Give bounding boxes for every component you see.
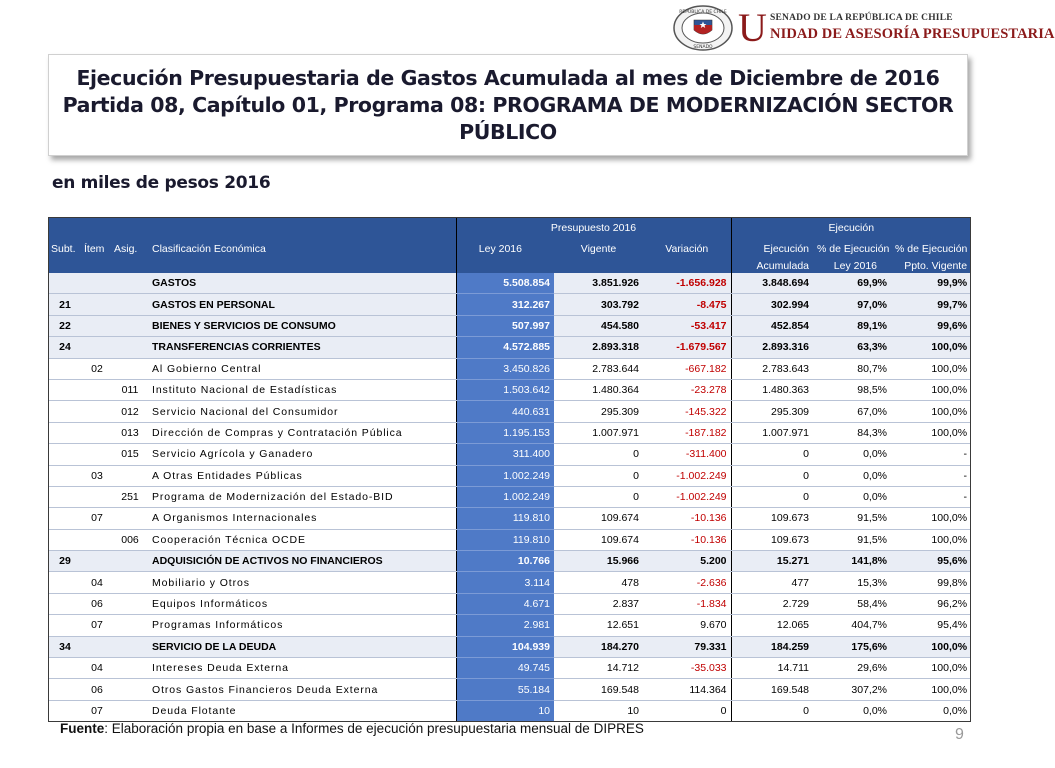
cell-subt: 24 bbox=[48, 337, 82, 358]
cell-pct-vig: 100,0% bbox=[891, 358, 971, 379]
cell-subt bbox=[48, 401, 82, 422]
cell-pct-ley: 15,3% bbox=[813, 572, 891, 593]
cell-name: Al Gobierno Central bbox=[148, 358, 456, 379]
cell-vigente: 0 bbox=[554, 444, 643, 465]
cell-ley: 3.114 bbox=[456, 572, 554, 593]
cell-item bbox=[82, 273, 112, 294]
cell-asig bbox=[112, 273, 148, 294]
cell-name: GASTOS EN PERSONAL bbox=[148, 294, 456, 315]
cell-asig bbox=[112, 636, 148, 657]
svg-text:REPÚBLICA DE CHILE: REPÚBLICA DE CHILE bbox=[679, 10, 727, 15]
cell-name: Programa de Modernización del Estado-BID bbox=[148, 486, 456, 507]
cell-pct-vig: 100,0% bbox=[891, 658, 971, 679]
cell-pct-vig: - bbox=[891, 444, 971, 465]
cell-pct-ley: 175,6% bbox=[813, 636, 891, 657]
cell-subt bbox=[48, 486, 82, 507]
cell-asig bbox=[112, 658, 148, 679]
table-row bbox=[48, 572, 971, 593]
cell-asig bbox=[112, 358, 148, 379]
cell-name: SERVICIO DE LA DEUDA bbox=[148, 636, 456, 657]
cell-subt bbox=[48, 572, 82, 593]
cell-name: BIENES Y SERVICIOS DE CONSUMO bbox=[148, 315, 456, 336]
cell-variacion: -1.679.567 bbox=[643, 337, 731, 358]
cell-variacion: -23.278 bbox=[643, 379, 731, 400]
group-ejecucion: Ejecución bbox=[731, 217, 971, 239]
cell-name: Otros Gastos Financieros Deuda Externa bbox=[148, 679, 456, 700]
cell-asig bbox=[112, 294, 148, 315]
cell-vigente: 15.966 bbox=[554, 551, 643, 572]
cell-vigente: 2.783.644 bbox=[554, 358, 643, 379]
cell-ejec: 3.848.694 bbox=[731, 273, 813, 294]
cell-pct-ley: 67,0% bbox=[813, 401, 891, 422]
cell-ejec: 0 bbox=[731, 444, 813, 465]
cell-asig bbox=[112, 508, 148, 529]
cell-ejec: 0 bbox=[731, 465, 813, 486]
cell-variacion: 5.200 bbox=[643, 551, 731, 572]
table-row bbox=[48, 636, 971, 657]
cell-subt bbox=[48, 615, 82, 636]
cell-subt bbox=[48, 465, 82, 486]
budget-table bbox=[48, 217, 971, 722]
cell-pct-ley: 307,2% bbox=[813, 679, 891, 700]
cell-name: Programas Informáticos bbox=[148, 615, 456, 636]
cell-asig bbox=[112, 315, 148, 336]
cell-pct-vig: 100,0% bbox=[891, 679, 971, 700]
cell-asig: 012 bbox=[112, 401, 148, 422]
cell-pct-ley: 97,0% bbox=[813, 294, 891, 315]
cell-vigente: 109.674 bbox=[554, 529, 643, 550]
cell-item: 07 bbox=[82, 700, 112, 721]
cell-pct-vig: 95,6% bbox=[891, 551, 971, 572]
cell-item: 04 bbox=[82, 572, 112, 593]
cell-vigente: 2.837 bbox=[554, 593, 643, 614]
cell-item: 02 bbox=[82, 358, 112, 379]
cell-ley: 1.503.642 bbox=[456, 379, 554, 400]
cell-subt bbox=[48, 422, 82, 443]
cell-vigente: 169.548 bbox=[554, 679, 643, 700]
cell-variacion: -53.417 bbox=[643, 315, 731, 336]
cell-asig: 011 bbox=[112, 379, 148, 400]
cell-pct-ley: 63,3% bbox=[813, 337, 891, 358]
cell-name: A Otras Entidades Públicas bbox=[148, 465, 456, 486]
cell-subt bbox=[48, 358, 82, 379]
cell-variacion: -2.636 bbox=[643, 572, 731, 593]
source-note bbox=[60, 721, 644, 736]
cell-variacion: -10.136 bbox=[643, 508, 731, 529]
cell-pct-vig: 100,0% bbox=[891, 636, 971, 657]
cell-pct-ley: 0,0% bbox=[813, 700, 891, 721]
cell-item: 04 bbox=[82, 658, 112, 679]
col-subt: Subt. bbox=[48, 239, 82, 259]
cell-subt bbox=[48, 508, 82, 529]
cell-name: ADQUISICIÓN DE ACTIVOS NO FINANCIEROS bbox=[148, 551, 456, 572]
table-row bbox=[48, 679, 971, 700]
cell-pct-ley: 404,7% bbox=[813, 615, 891, 636]
cell-variacion: 79.331 bbox=[643, 636, 731, 657]
cell-ejec: 452.854 bbox=[731, 315, 813, 336]
cell-vigente: 10 bbox=[554, 700, 643, 721]
cell-subt: 29 bbox=[48, 551, 82, 572]
cell-ley: 507.997 bbox=[456, 315, 554, 336]
cell-asig bbox=[112, 572, 148, 593]
cell-ley: 1.195.153 bbox=[456, 422, 554, 443]
cell-vigente: 1.480.364 bbox=[554, 379, 643, 400]
logo-initial: U bbox=[738, 5, 767, 50]
cell-asig: 251 bbox=[112, 486, 148, 507]
table-row bbox=[48, 401, 971, 422]
cell-item bbox=[82, 294, 112, 315]
cell-subt bbox=[48, 658, 82, 679]
cell-asig: 006 bbox=[112, 529, 148, 550]
cell-variacion: -1.002.249 bbox=[643, 465, 731, 486]
cell-subt bbox=[48, 679, 82, 700]
cell-item bbox=[82, 636, 112, 657]
cell-pct-vig: 99,6% bbox=[891, 315, 971, 336]
cell-subt bbox=[48, 700, 82, 721]
cell-pct-vig: 100,0% bbox=[891, 529, 971, 550]
cell-item: 03 bbox=[82, 465, 112, 486]
cell-ejec: 477 bbox=[731, 572, 813, 593]
cell-variacion: -1.834 bbox=[643, 593, 731, 614]
cell-ley: 312.267 bbox=[456, 294, 554, 315]
col-vigente: Vigente bbox=[554, 239, 643, 259]
cell-name: TRANSFERENCIAS CORRIENTES bbox=[148, 337, 456, 358]
cell-ley: 10 bbox=[456, 700, 554, 721]
cell-ejec: 15.271 bbox=[731, 551, 813, 572]
table-row bbox=[48, 315, 971, 336]
table-row bbox=[48, 294, 971, 315]
cell-ejec: 2.729 bbox=[731, 593, 813, 614]
cell-pct-vig: 99,8% bbox=[891, 572, 971, 593]
cell-vigente: 1.007.971 bbox=[554, 422, 643, 443]
cell-pct-ley: 0,0% bbox=[813, 465, 891, 486]
cell-ejec: 295.309 bbox=[731, 401, 813, 422]
cell-variacion: -145.322 bbox=[643, 401, 731, 422]
table-row bbox=[48, 273, 971, 294]
cell-subt bbox=[48, 529, 82, 550]
cell-pct-vig: 99,7% bbox=[891, 294, 971, 315]
cell-item: 07 bbox=[82, 615, 112, 636]
page-title-line-1: Ejecución Presupuestaria de Gastos Acumulada al mes de Diciembre de 2016 bbox=[76, 65, 940, 90]
cell-pct-ley: 80,7% bbox=[813, 358, 891, 379]
cell-variacion: -187.182 bbox=[643, 422, 731, 443]
source-text: : Elaboración propia en base a Informes de ejecución presupuestaria mensual de DIPRES bbox=[104, 721, 644, 736]
cell-pct-ley: 141,8% bbox=[813, 551, 891, 572]
cell-ejec: 302.994 bbox=[731, 294, 813, 315]
table-row bbox=[48, 465, 971, 486]
cell-name: Intereses Deuda Externa bbox=[148, 658, 456, 679]
col-clasificacion: Clasificación Económica bbox=[148, 239, 456, 259]
cell-vigente: 295.309 bbox=[554, 401, 643, 422]
cell-pct-ley: 84,3% bbox=[813, 422, 891, 443]
cell-ejec: 184.259 bbox=[731, 636, 813, 657]
cell-ley: 440.631 bbox=[456, 401, 554, 422]
cell-pct-ley: 91,5% bbox=[813, 508, 891, 529]
cell-ley: 3.450.826 bbox=[456, 358, 554, 379]
cell-ejec: 1.480.363 bbox=[731, 379, 813, 400]
cell-asig bbox=[112, 465, 148, 486]
table-header bbox=[48, 217, 971, 273]
cell-vigente: 0 bbox=[554, 465, 643, 486]
col-ejecucion: Ejecución bbox=[731, 239, 813, 259]
svg-text:SENADO: SENADO bbox=[693, 45, 713, 50]
units-subtitle: en miles de pesos 2016 bbox=[52, 173, 271, 193]
cell-name: Servicio Agrícola y Ganadero bbox=[148, 444, 456, 465]
cell-subt bbox=[48, 379, 82, 400]
cell-ley: 10.766 bbox=[456, 551, 554, 572]
cell-pct-vig: 96,2% bbox=[891, 593, 971, 614]
col-pct-ley: % de Ejecución bbox=[813, 239, 891, 259]
table-row bbox=[48, 593, 971, 614]
cell-pct-vig: 100,0% bbox=[891, 379, 971, 400]
cell-pct-vig: 100,0% bbox=[891, 337, 971, 358]
cell-ejec: 0 bbox=[731, 486, 813, 507]
table-row bbox=[48, 529, 971, 550]
senate-seal-icon bbox=[672, 4, 734, 52]
table-row bbox=[48, 700, 971, 721]
cell-asig bbox=[112, 337, 148, 358]
cell-variacion: -311.400 bbox=[643, 444, 731, 465]
table-row bbox=[48, 379, 971, 400]
cell-name: Instituto Nacional de Estadísticas bbox=[148, 379, 456, 400]
cell-name: Deuda Flotante bbox=[148, 700, 456, 721]
page-number: 9 bbox=[955, 726, 964, 743]
cell-item bbox=[82, 337, 112, 358]
cell-ejec: 169.548 bbox=[731, 679, 813, 700]
cell-asig: 015 bbox=[112, 444, 148, 465]
table-row bbox=[48, 444, 971, 465]
cell-variacion: -667.182 bbox=[643, 358, 731, 379]
cell-ley: 119.810 bbox=[456, 529, 554, 550]
group-presupuesto: Presupuesto 2016 bbox=[456, 217, 731, 239]
cell-variacion: -8.475 bbox=[643, 294, 731, 315]
cell-pct-ley: 58,4% bbox=[813, 593, 891, 614]
cell-item bbox=[82, 422, 112, 443]
cell-vigente: 2.893.318 bbox=[554, 337, 643, 358]
cell-variacion: -1.656.928 bbox=[643, 273, 731, 294]
cell-item bbox=[82, 551, 112, 572]
cell-ejec: 109.673 bbox=[731, 508, 813, 529]
cell-subt bbox=[48, 593, 82, 614]
col-ley: Ley 2016 bbox=[456, 239, 554, 259]
cell-variacion: 0 bbox=[643, 700, 731, 721]
col-asig: Asig. bbox=[112, 239, 148, 259]
cell-ley: 49.745 bbox=[456, 658, 554, 679]
cell-name: A Organismos Internacionales bbox=[148, 508, 456, 529]
table-row bbox=[48, 551, 971, 572]
cell-variacion: -10.136 bbox=[643, 529, 731, 550]
cell-item: 07 bbox=[82, 508, 112, 529]
cell-pct-vig: 99,9% bbox=[891, 273, 971, 294]
cell-subt bbox=[48, 444, 82, 465]
cell-subt: 34 bbox=[48, 636, 82, 657]
cell-vigente: 454.580 bbox=[554, 315, 643, 336]
cell-ejec: 109.673 bbox=[731, 529, 813, 550]
cell-ejec: 2.783.643 bbox=[731, 358, 813, 379]
source-label: Fuente bbox=[60, 721, 105, 736]
table-row bbox=[48, 615, 971, 636]
cell-pct-vig: 100,0% bbox=[891, 422, 971, 443]
cell-ley: 1.002.249 bbox=[456, 465, 554, 486]
cell-asig bbox=[112, 593, 148, 614]
cell-pct-ley: 29,6% bbox=[813, 658, 891, 679]
cell-asig bbox=[112, 615, 148, 636]
col-pct-ley-2: Ley 2016 bbox=[813, 259, 891, 273]
cell-subt: 22 bbox=[48, 315, 82, 336]
cell-pct-ley: 0,0% bbox=[813, 486, 891, 507]
cell-pct-vig: 100,0% bbox=[891, 508, 971, 529]
table-row bbox=[48, 422, 971, 443]
table-body bbox=[48, 273, 971, 722]
cell-item bbox=[82, 315, 112, 336]
table-row bbox=[48, 486, 971, 507]
cell-item bbox=[82, 529, 112, 550]
cell-name: Mobiliario y Otros bbox=[148, 572, 456, 593]
cell-ley: 104.939 bbox=[456, 636, 554, 657]
cell-ejec: 2.893.316 bbox=[731, 337, 813, 358]
page-title-line-3: PÚBLICO bbox=[459, 119, 557, 144]
cell-vigente: 0 bbox=[554, 486, 643, 507]
cell-item bbox=[82, 444, 112, 465]
col-variacion: Variación bbox=[643, 239, 731, 259]
senate-logo bbox=[672, 4, 1055, 52]
table-row bbox=[48, 508, 971, 529]
cell-vigente: 184.270 bbox=[554, 636, 643, 657]
cell-ley: 5.508.854 bbox=[456, 273, 554, 294]
cell-vigente: 109.674 bbox=[554, 508, 643, 529]
cell-variacion: 114.364 bbox=[643, 679, 731, 700]
cell-item bbox=[82, 401, 112, 422]
cell-subt bbox=[48, 273, 82, 294]
cell-pct-vig: 95,4% bbox=[891, 615, 971, 636]
cell-name: GASTOS bbox=[148, 273, 456, 294]
cell-pct-ley: 91,5% bbox=[813, 529, 891, 550]
cell-ejec: 12.065 bbox=[731, 615, 813, 636]
cell-ley: 55.184 bbox=[456, 679, 554, 700]
cell-ejec: 1.007.971 bbox=[731, 422, 813, 443]
cell-variacion: 9.670 bbox=[643, 615, 731, 636]
title-box bbox=[48, 54, 968, 156]
cell-ley: 4.671 bbox=[456, 593, 554, 614]
cell-pct-ley: 0,0% bbox=[813, 444, 891, 465]
page-title-line-2: Partida 08, Capítulo 01, Programa 08: PROGRAMA DE MODERNIZACIÓN SECTOR bbox=[62, 92, 954, 117]
cell-pct-vig: 100,0% bbox=[891, 401, 971, 422]
cell-ley: 2.981 bbox=[456, 615, 554, 636]
cell-pct-ley: 69,9% bbox=[813, 273, 891, 294]
cell-vigente: 303.792 bbox=[554, 294, 643, 315]
table-row bbox=[48, 358, 971, 379]
table-row bbox=[48, 337, 971, 358]
cell-item: 06 bbox=[82, 593, 112, 614]
cell-pct-vig: - bbox=[891, 465, 971, 486]
cell-pct-vig: 0,0% bbox=[891, 700, 971, 721]
cell-item bbox=[82, 379, 112, 400]
cell-vigente: 478 bbox=[554, 572, 643, 593]
cell-pct-vig: - bbox=[891, 486, 971, 507]
cell-ejec: 0 bbox=[731, 700, 813, 721]
cell-vigente: 12.651 bbox=[554, 615, 643, 636]
cell-name: Cooperación Técnica OCDE bbox=[148, 529, 456, 550]
cell-item bbox=[82, 486, 112, 507]
col-item: Ítem bbox=[82, 239, 112, 259]
table-row bbox=[48, 658, 971, 679]
cell-variacion: -1.002.249 bbox=[643, 486, 731, 507]
cell-ley: 119.810 bbox=[456, 508, 554, 529]
cell-item: 06 bbox=[82, 679, 112, 700]
cell-asig bbox=[112, 551, 148, 572]
cell-ley: 4.572.885 bbox=[456, 337, 554, 358]
cell-asig bbox=[112, 679, 148, 700]
cell-name: Dirección de Compras y Contratación Pública bbox=[148, 422, 456, 443]
col-ejecucion-2: Acumulada bbox=[731, 259, 813, 273]
cell-ley: 311.400 bbox=[456, 444, 554, 465]
cell-subt: 21 bbox=[48, 294, 82, 315]
cell-pct-ley: 89,1% bbox=[813, 315, 891, 336]
cell-pct-ley: 98,5% bbox=[813, 379, 891, 400]
col-pct-vigente-2: Ppto. Vigente bbox=[891, 259, 971, 273]
col-pct-vigente: % de Ejecución bbox=[891, 239, 971, 259]
logo-senate-text: SENADO DE LA REPÚBLICA DE CHILE bbox=[770, 13, 953, 23]
cell-name: Servicio Nacional del Consumidor bbox=[148, 401, 456, 422]
cell-variacion: -35.033 bbox=[643, 658, 731, 679]
cell-name: Equipos Informáticos bbox=[148, 593, 456, 614]
cell-ley: 1.002.249 bbox=[456, 486, 554, 507]
logo-unit-text: NIDAD DE ASESORÍA PRESUPUESTARIA bbox=[770, 26, 1055, 42]
cell-vigente: 14.712 bbox=[554, 658, 643, 679]
cell-asig: 013 bbox=[112, 422, 148, 443]
cell-ejec: 14.711 bbox=[731, 658, 813, 679]
cell-vigente: 3.851.926 bbox=[554, 273, 643, 294]
cell-asig bbox=[112, 700, 148, 721]
